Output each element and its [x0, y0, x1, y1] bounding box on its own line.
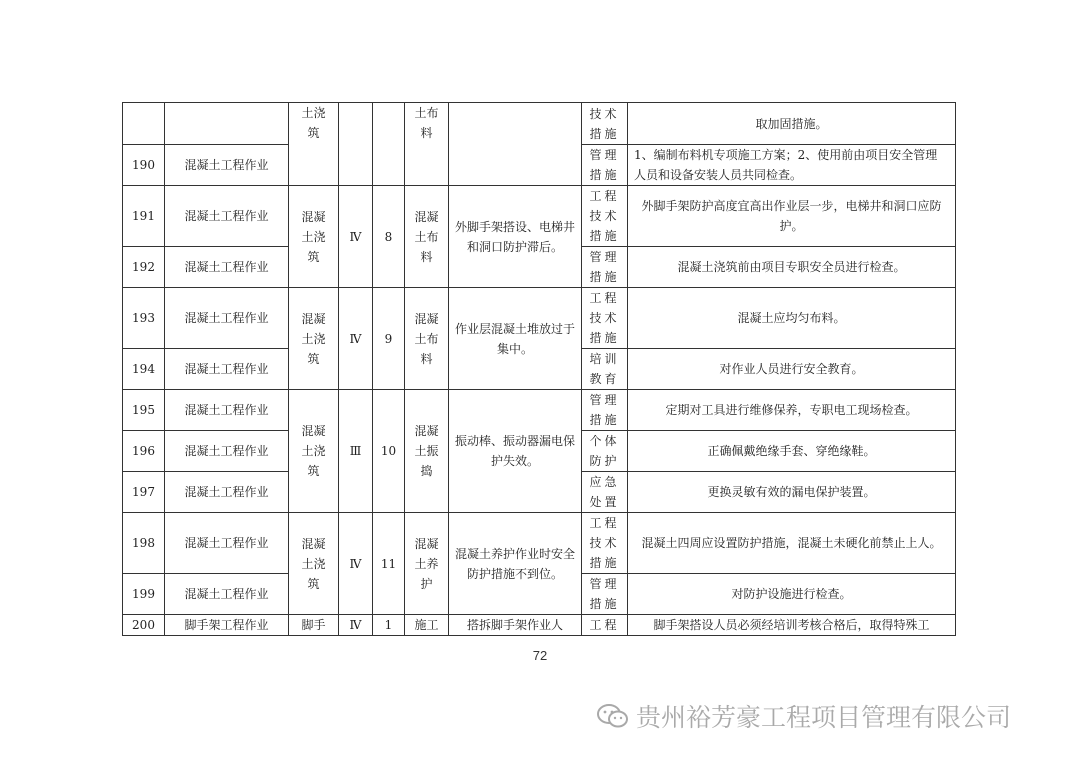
job-type-cell: 混凝土工程作业: [165, 574, 289, 615]
hazard-description-cell: [449, 103, 582, 186]
control-measure-cell: 更换灵敏有效的漏电保护装置。: [628, 472, 956, 513]
work-area-cell: 混凝 土浇 筑: [289, 186, 339, 288]
watermark-text: 贵州裕芳豪工程项目管理有限公司: [636, 703, 1012, 732]
table-row: [123, 615, 956, 636]
work-area-cell: 混凝 土浇 筑: [289, 288, 339, 390]
row-number-cell: 197: [123, 472, 165, 513]
row-number-cell: 190: [123, 145, 165, 186]
control-measure-cell: 1、编制布料机专项施工方案；2、使用前由项目安全管理人员和设备安装人员共同检查。: [628, 145, 956, 186]
job-type-cell: 脚手架工程作业: [165, 615, 289, 636]
work-area-cell: 土浇 筑: [289, 103, 339, 186]
measure-category-cell: 工程: [582, 615, 628, 636]
work-area-cell: 混凝 土浇 筑: [289, 513, 339, 615]
hazard-description-cell: 外脚手架搭设、电梯井和洞口防护滞后。: [449, 186, 582, 288]
sequence-cell: [373, 103, 405, 186]
measure-category-cell: 工程 技术 措施: [582, 186, 628, 247]
measure-category-cell: 管理 措施: [582, 574, 628, 615]
job-type-cell: [165, 103, 289, 145]
measure-category-cell: 管理 措施: [582, 145, 628, 186]
wechat-icon: [596, 703, 630, 729]
measure-category-cell: 培训 教育: [582, 349, 628, 390]
risk-activity-cell: 混凝 土养 护: [405, 513, 449, 615]
job-type-cell: 混凝土工程作业: [165, 349, 289, 390]
row-number-cell: 193: [123, 288, 165, 349]
control-measure-cell: 正确佩戴绝缘手套、穿绝缘鞋。: [628, 431, 956, 472]
row-number-cell: 200: [123, 615, 165, 636]
measure-category-cell: 个体 防护: [582, 431, 628, 472]
sequence-cell: 10: [373, 390, 405, 513]
risk-level-cell: Ⅲ: [339, 390, 373, 513]
job-type-cell: 混凝土工程作业: [165, 288, 289, 349]
row-number-cell: 196: [123, 431, 165, 472]
risk-level-cell: Ⅳ: [339, 186, 373, 288]
table-row: [123, 288, 956, 349]
table-row: [123, 513, 956, 574]
measure-category-cell: 技术 措施: [582, 103, 628, 145]
job-type-cell: 混凝土工程作业: [165, 390, 289, 431]
risk-activity-cell: 混凝 土布 料: [405, 288, 449, 390]
row-number-cell: [123, 103, 165, 145]
measure-category-cell: 管理 措施: [582, 247, 628, 288]
row-number-cell: 195: [123, 390, 165, 431]
sequence-cell: 11: [373, 513, 405, 615]
hazard-description-cell: 作业层混凝土堆放过于集中。: [449, 288, 582, 390]
sequence-cell: 9: [373, 288, 405, 390]
work-area-cell: 脚手: [289, 615, 339, 636]
control-measure-cell: 混凝土浇筑前由项目专职安全员进行检查。: [628, 247, 956, 288]
measure-category-cell: 工程 技术 措施: [582, 288, 628, 349]
control-measure-cell: 外脚手架防护高度宜高出作业层一步，电梯井和洞口应防护。: [628, 186, 956, 247]
row-number-cell: 194: [123, 349, 165, 390]
row-number-cell: 198: [123, 513, 165, 574]
control-measure-cell: 混凝土应均匀布料。: [628, 288, 956, 349]
row-number-cell: 192: [123, 247, 165, 288]
control-measure-cell: 取加固措施。: [628, 103, 956, 145]
risk-activity-cell: 施工: [405, 615, 449, 636]
table-row: [123, 390, 956, 431]
sequence-cell: 8: [373, 186, 405, 288]
risk-activity-cell: 混凝 土振 捣: [405, 390, 449, 513]
work-area-cell: 混凝 土浇 筑: [289, 390, 339, 513]
hazard-description-cell: 振动棒、振动器漏电保护失效。: [449, 390, 582, 513]
row-number-cell: 191: [123, 186, 165, 247]
measure-category-cell: 应急 处置: [582, 472, 628, 513]
table-row: [123, 186, 956, 247]
sequence-cell: 1: [373, 615, 405, 636]
control-measure-cell: 脚手架搭设人员必须经培训考核合格后，取得特殊工: [628, 615, 956, 636]
job-type-cell: 混凝土工程作业: [165, 472, 289, 513]
page-number: 72: [532, 648, 548, 663]
watermark: [596, 702, 1011, 730]
measure-category-cell: 管理 措施: [582, 390, 628, 431]
hazard-description-cell: 搭拆脚手架作业人: [449, 615, 582, 636]
risk-level-cell: Ⅳ: [339, 288, 373, 390]
control-measure-cell: 对作业人员进行安全教育。: [628, 349, 956, 390]
control-measure-cell: 对防护设施进行检查。: [628, 574, 956, 615]
control-measure-cell: 混凝土四周应设置防护措施，混凝土未硬化前禁止上人。: [628, 513, 956, 574]
row-number-cell: 199: [123, 574, 165, 615]
hazard-description-cell: 混凝土养护作业时安全防护措施不到位。: [449, 513, 582, 615]
job-type-cell: 混凝土工程作业: [165, 431, 289, 472]
risk-activity-cell: 混凝 土布 料: [405, 186, 449, 288]
job-type-cell: 混凝土工程作业: [165, 513, 289, 574]
hazard-control-table: [122, 102, 956, 636]
job-type-cell: 混凝土工程作业: [165, 247, 289, 288]
risk-level-cell: [339, 103, 373, 186]
risk-activity-cell: 土布 料: [405, 103, 449, 186]
measure-category-cell: 工程 技术 措施: [582, 513, 628, 574]
job-type-cell: 混凝土工程作业: [165, 186, 289, 247]
control-measure-cell: 定期对工具进行维修保养，专职电工现场检查。: [628, 390, 956, 431]
job-type-cell: 混凝土工程作业: [165, 145, 289, 186]
risk-level-cell: Ⅳ: [339, 513, 373, 615]
table-row: [123, 103, 956, 145]
risk-level-cell: Ⅳ: [339, 615, 373, 636]
